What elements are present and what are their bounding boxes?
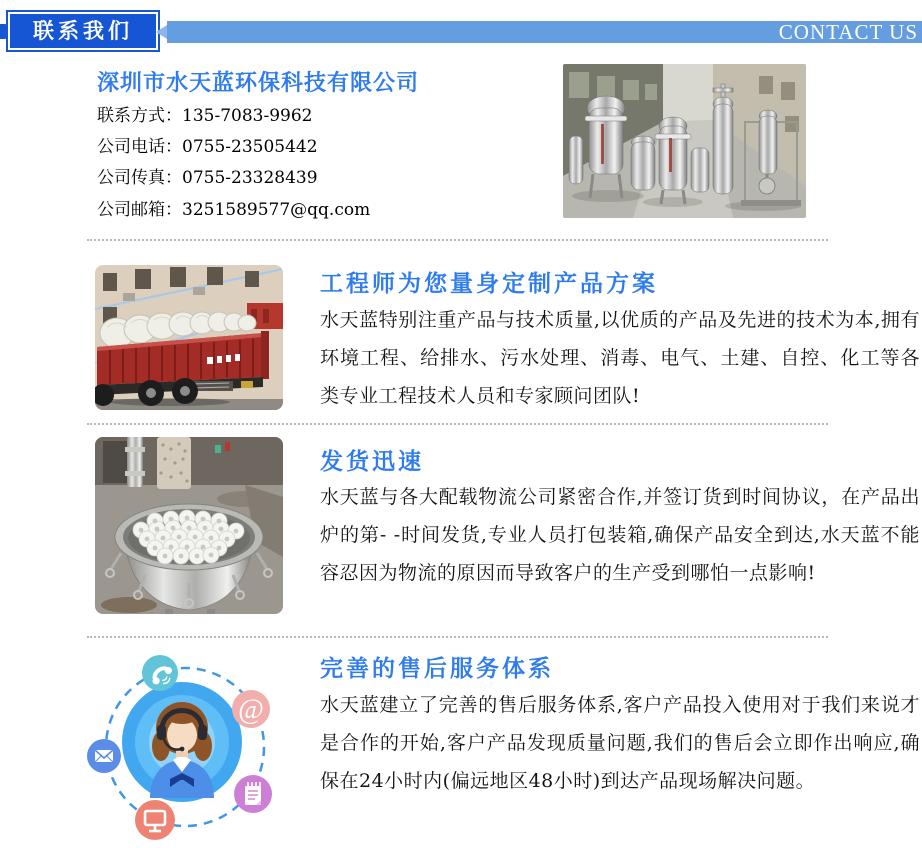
section-body: 水天蓝特别注重产品与技术质量,以优质的产品及先进的技术为本,拥有环境工程、给排水、污水处理、消毒、电气、土建、自控、化工等各类专业工程技术人员和专家顾问团队! (320, 309, 920, 407)
at-icon (232, 690, 270, 728)
contact-row-fax (97, 163, 318, 187)
page-title-label: 联系我们 (33, 19, 133, 43)
page-title (8, 12, 158, 50)
filter-vessel-photo (95, 437, 283, 614)
contact-row-mobile (97, 101, 312, 125)
section-title: 工程师为您量身定制产品方案 (320, 270, 658, 297)
section-body: 水天蓝与各大配载物流公司紧密合作,并签订货到时间协议，在产品出炉的第- -时间发货,专业人员打包装箱,确保产品安全到达,水天蓝不能容忍因为物流的原因而导致客户的生产受到哪怕一点影响! (320, 486, 920, 584)
contact-label: 公司电话： (97, 137, 182, 157)
header-bar-arrow-icon (156, 25, 167, 39)
contact-value: 3251589577@qq.com (182, 200, 371, 220)
contact-label: 联系方式： (97, 106, 182, 126)
section-title: 完善的售后服务体系 (320, 655, 554, 682)
contact-value: 0755-23328439 (182, 168, 318, 188)
contact-value: 135-7083-9962 (182, 106, 313, 126)
contact-value: 0755-23505442 (182, 137, 318, 157)
dotted-divider (87, 636, 828, 638)
monitor-icon (135, 800, 175, 840)
notepad-icon (234, 775, 272, 813)
phone-icon (142, 655, 178, 691)
contact-label: 公司邮箱： (97, 200, 182, 220)
stainless-steel-filter-equipment-photo (563, 64, 806, 218)
section-body: 水天蓝建立了完善的售后服务体系,客户产品投入使用对于我们来说才是合作的开始,客户产品发现质量问题,我们的售后会立即作出响应,确保在24小时内(偏远地区48小时)到达产品现场解决问题。 (320, 694, 920, 792)
envelope-icon (87, 739, 121, 773)
dotted-divider (87, 423, 828, 425)
company-name: 深圳市水天蓝环保科技有限公司 (97, 70, 420, 96)
header-bar (167, 21, 922, 43)
delivery-truck-photo (95, 265, 283, 410)
section-title: 发货迅速 (320, 448, 424, 475)
contact-row-email (97, 195, 370, 219)
dotted-divider (87, 239, 828, 241)
svg-text:@: @ (238, 694, 264, 726)
contact-row-phone (97, 132, 318, 156)
customer-service-illustration (78, 646, 290, 848)
page-title-en: CONTACT US (778, 20, 918, 44)
support-agent-figure (150, 702, 214, 798)
contact-label: 公司传真： (97, 168, 182, 188)
